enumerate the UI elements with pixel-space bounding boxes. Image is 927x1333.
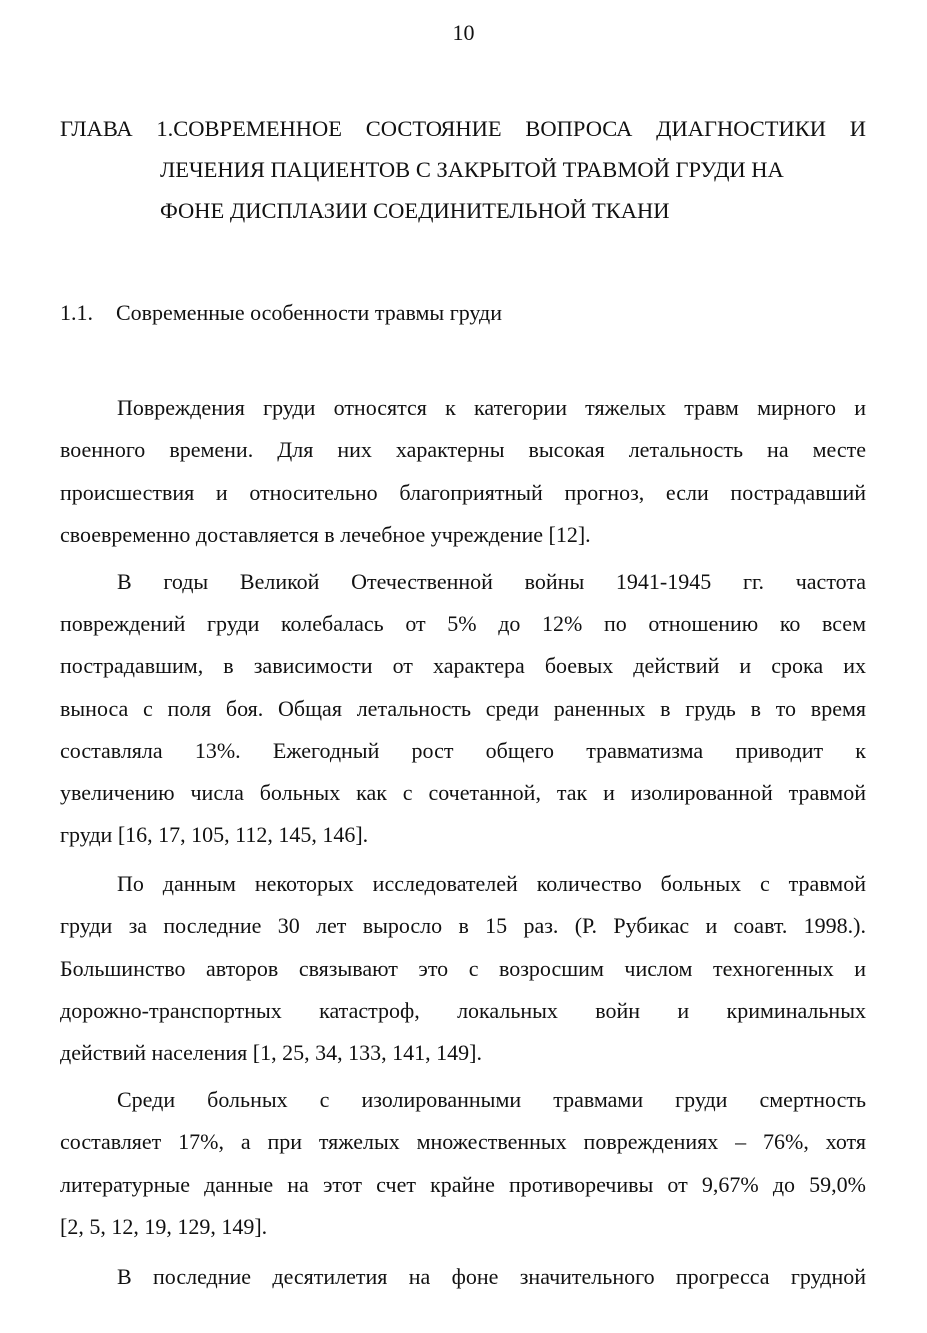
paragraph-line: [2, 5, 12, 19, 129, 149]. <box>60 1214 268 1239</box>
paragraph-line: происшествия и относительно благоприятный прогноз, если пострадавший <box>60 480 866 505</box>
paragraph-line: пострадавшим, в зависимости от характера боевых действий и срока их <box>60 653 866 678</box>
section-heading <box>60 297 502 329</box>
paragraph-line: составляет 17%, а при тяжелых множественных повреждениях – 76%, хотя <box>60 1129 866 1154</box>
paragraph-line: груди [16, 17, 105, 112, 145, 146]. <box>60 822 369 847</box>
paragraph-line: действий населения [1, 25, 34, 133, 141, 149]. <box>60 1040 482 1065</box>
paragraph-line: В годы Великой Отечественной войны 1941-1945 гг. частота <box>117 569 866 594</box>
paragraph-line: повреждений груди колебалась от 5% до 12% по отношению ко всем <box>60 611 866 636</box>
page-number: 10 <box>452 20 475 45</box>
paragraph-line: Среди больных с изолированными травмами груди смертность <box>117 1087 866 1112</box>
paragraph-line: увеличению числа больных как с сочетанной, так и изолированной травмой <box>60 780 866 805</box>
paragraph-line: В последние десятилетия на фоне значительного прогресса грудной <box>117 1264 866 1289</box>
chapter-title-line-2: ЛЕЧЕНИЯ ПАЦИЕНТОВ С ЗАКРЫТОЙ ТРАВМОЙ ГРУДИ НА <box>160 157 784 182</box>
paragraph-line: Повреждения груди относятся к категории тяжелых травм мирного и <box>117 395 866 420</box>
paragraph-line: составляла 13%. Ежегодный рост общего травматизма приводит к <box>60 738 866 763</box>
section-number: 1.1. <box>60 300 93 325</box>
paragraph-line: литературные данные на этот счет крайне противоречивы от 9,67% до 59,0% <box>60 1172 866 1197</box>
paragraph-line: дорожно-транспортных катастроф, локальных войн и криминальных <box>60 998 866 1023</box>
paragraph-line: По данным некоторых исследователей количество больных с травмой <box>117 871 866 896</box>
paragraph-line: военного времени. Для них характерны высокая летальность на месте <box>60 437 866 462</box>
paragraph-line: Большинство авторов связывают это с возросшим числом техногенных и <box>60 956 866 981</box>
section-title: Современные особенности травмы груди <box>116 300 503 325</box>
paragraph-line: груди за последние 30 лет выросло в 15 раз. (Р. Рубикас и соавт. 1998.). <box>60 913 866 938</box>
paragraph-line: своевременно доставляется в лечебное учреждение [12]. <box>60 522 591 547</box>
chapter-title-line-3: ФОНЕ ДИСПЛАЗИИ СОЕДИНИТЕЛЬНОЙ ТКАНИ <box>160 198 670 223</box>
paragraph-line: выноса с поля боя. Общая летальность среди раненных в грудь в то время <box>60 696 866 721</box>
chapter-title-line-1: ГЛАВА 1.СОВРЕМЕННОЕ СОСТОЯНИЕ ВОПРОСА ДИАГНОСТИКИ И <box>60 116 866 141</box>
